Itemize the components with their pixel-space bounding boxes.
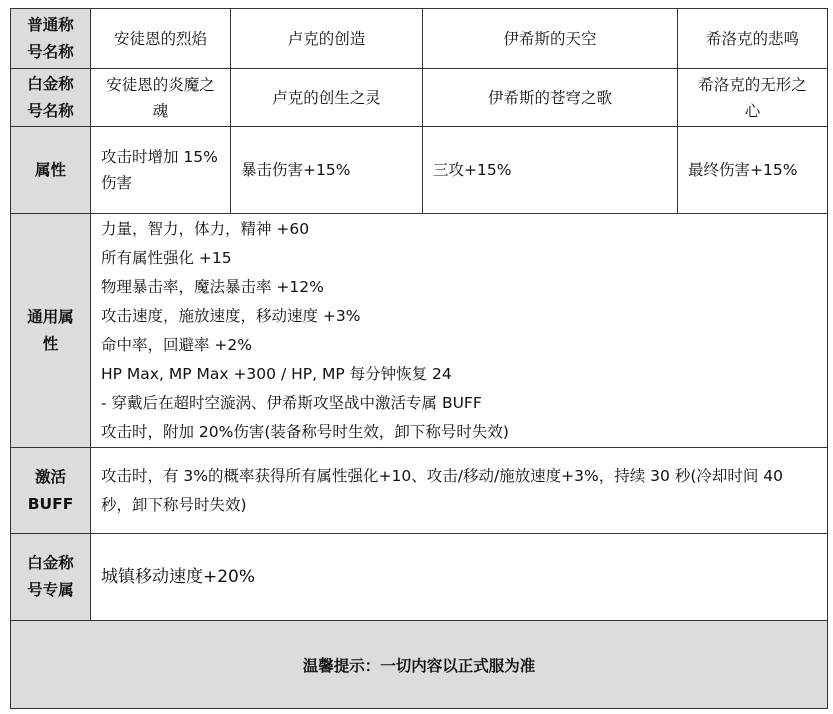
normal-title-isis: 伊希斯的天空 xyxy=(423,9,678,69)
platinum-exclusive-label: 白金称 号专属 xyxy=(11,534,91,621)
platinum-title-isis: 伊希斯的苍穹之歌 xyxy=(423,69,678,127)
buff-row xyxy=(11,448,828,534)
normal-title-luke: 卢克的创造 xyxy=(231,9,423,69)
normal-title-hilok: 希洛克的悲鸣 xyxy=(678,9,828,69)
buff-label: 激活 BUFF xyxy=(11,448,91,534)
attribute-anton: 攻击时增加 15% 伤害 xyxy=(91,127,231,214)
common-attribute-label: 通用属 性 xyxy=(11,214,91,448)
platinum-title-anton: 安徒恩的炎魔之 魂 xyxy=(91,69,231,127)
common-attribute-line: 攻击速度，施放速度，移动速度 +3% xyxy=(101,306,361,325)
common-attribute-line: 物理暴击率，魔法暴击率 +12% xyxy=(101,277,324,296)
attribute-row xyxy=(11,127,828,214)
platinum-exclusive-value: 城镇移动速度+20% xyxy=(91,534,828,621)
common-attribute-line: - 穿戴后在超时空漩涡、伊希斯攻坚战中激活专属 BUFF xyxy=(101,393,482,412)
footer-notice: 温馨提示：一切内容以正式服为准 xyxy=(11,621,828,709)
buff-description: 攻击时，有 3%的概率获得所有属性强化+10、攻击/移动/施放速度+3%，持续 30 秒(冷却时间 40 秒，卸下称号时失效) xyxy=(91,448,828,534)
common-attribute-line: 攻击时，附加 20%伤害(装备称号时生效，卸下称号时失效) xyxy=(101,422,509,441)
common-attribute-line: 所有属性强化 +15 xyxy=(101,248,232,267)
platinum-exclusive-row xyxy=(11,534,828,621)
common-attribute-line: 命中率，回避率 +2% xyxy=(101,335,253,354)
platinum-title-row xyxy=(11,69,828,127)
platinum-title-label: 白金称 号名称 xyxy=(11,69,91,127)
common-attribute-line: 力量，智力，体力，精神 +60 xyxy=(101,219,310,238)
normal-title-label: 普通称 号名称 xyxy=(11,9,91,69)
footer-row xyxy=(11,621,828,709)
common-attribute-line: HP Max, MP Max +300 / HP, MP 每分钟恢复 24 xyxy=(101,364,452,383)
attribute-label: 属性 xyxy=(11,127,91,214)
normal-title-row xyxy=(11,9,828,69)
platinum-title-luke: 卢克的创生之灵 xyxy=(231,69,423,127)
common-attribute-list xyxy=(91,214,828,448)
attribute-luke: 暴击伤害+15% xyxy=(231,127,423,214)
common-attribute-row xyxy=(11,214,828,448)
attribute-hilok: 最终伤害+15% xyxy=(678,127,828,214)
normal-title-anton: 安徒恩的烈焰 xyxy=(91,9,231,69)
platinum-title-hilok: 希洛克的无形之 心 xyxy=(678,69,828,127)
attribute-isis: 三攻+15% xyxy=(423,127,678,214)
title-comparison-table xyxy=(10,8,828,709)
